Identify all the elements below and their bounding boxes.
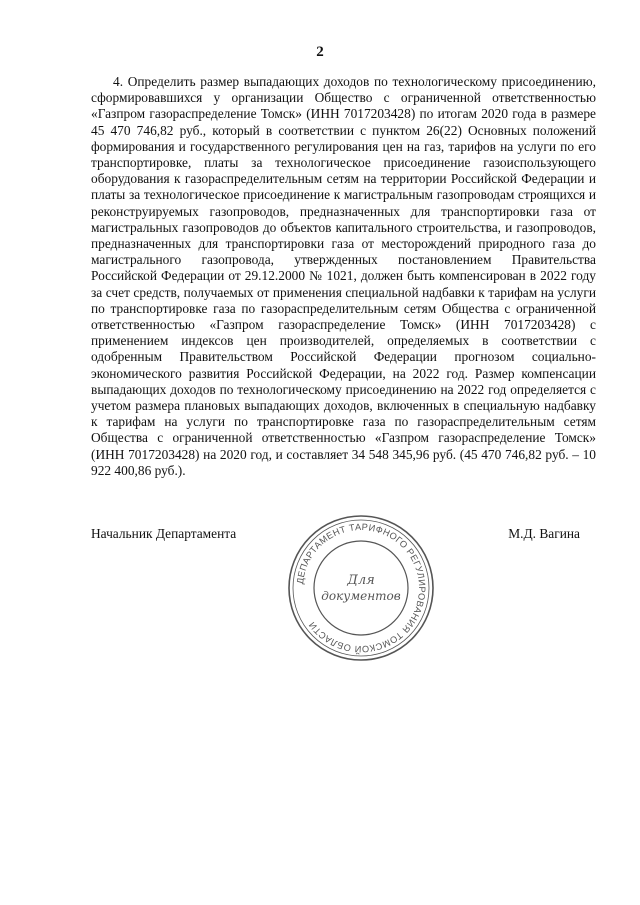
stamp-inner-ring — [314, 541, 408, 635]
stamp-outer-ring — [289, 516, 433, 660]
page-number: 2 — [316, 44, 324, 60]
stamp-center-line1: Для — [347, 573, 375, 588]
signer-name: М.Д. Вагина — [508, 526, 580, 541]
stamp-ring-text: ДЕПАРТАМЕНТ ТАРИФНОГО РЕГУЛИРОВАНИЯ ТОМСКОЙ ОБЛАСТИ — [295, 521, 428, 655]
signer-title: Начальник Департамента — [91, 526, 237, 541]
paragraph-4: 4. Определить размер выпадающих доходов по технологическому присоединению, сформировавшихся у организации Общество с ограниченной ответственностью «Газпром газораспределение Томск» (ИНН 7017203428) по итогам 2020 года в размере 45 470 746,82 руб., который в соответствии с пунктом 26(22) Основных положений формирования и государственного регулирования цен на газ, тарифов на услуги по его транспортировке, платы за технологическое присоединение газоиспользующего оборудования к газораспределительным сетям на территории Российской Федерации и платы за технологическое присоединение к магистральным газопроводам строящихся и реконструируемых газопроводов, предназначенных для транспортировки газа от магистральных газопроводов до объектов капитального строительства, и газопроводов, предназначенных для транспортировки газа от месторождений природного газа до магистрального газопровода, утвержденных постановлением Правительства Российской Федерации от 29.12.2000 № 1021, должен быть компенсирован в 2022 году за счет средств, получаемых от применения специальной надбавки к тарифам на услуги по транспортировке газа по газораспределительным сетям Общества с ограниченной ответственностью «Газпром газораспределение Томск» (ИНН 7017203428) с применением индексов цен производителей, определяемых в соответствии с одобренным Правительством Российской Федерации прогнозом социально-экономического развития Российской Федерации, на 2022 год. Размер компенсации выпадающих доходов по технологическому присоединению на 2022 год определяется с учетом размера плановых выпадающих доходов, включенных в специальную надбавку к тарифам на услуги по транспортировке газа по газораспределительным сетям Общества с ограниченной ответственностью «Газпром газораспределение Томск» (ИНН 7017203428) на 2020 год, и составляет 34 548 345,96 руб. (45 470 746,82 руб. – 10 922 400,86 руб.). — [91, 74, 596, 478]
signature-block — [91, 521, 580, 656]
stamp-center-line2: документов — [321, 589, 401, 603]
official-stamp — [285, 512, 437, 664]
